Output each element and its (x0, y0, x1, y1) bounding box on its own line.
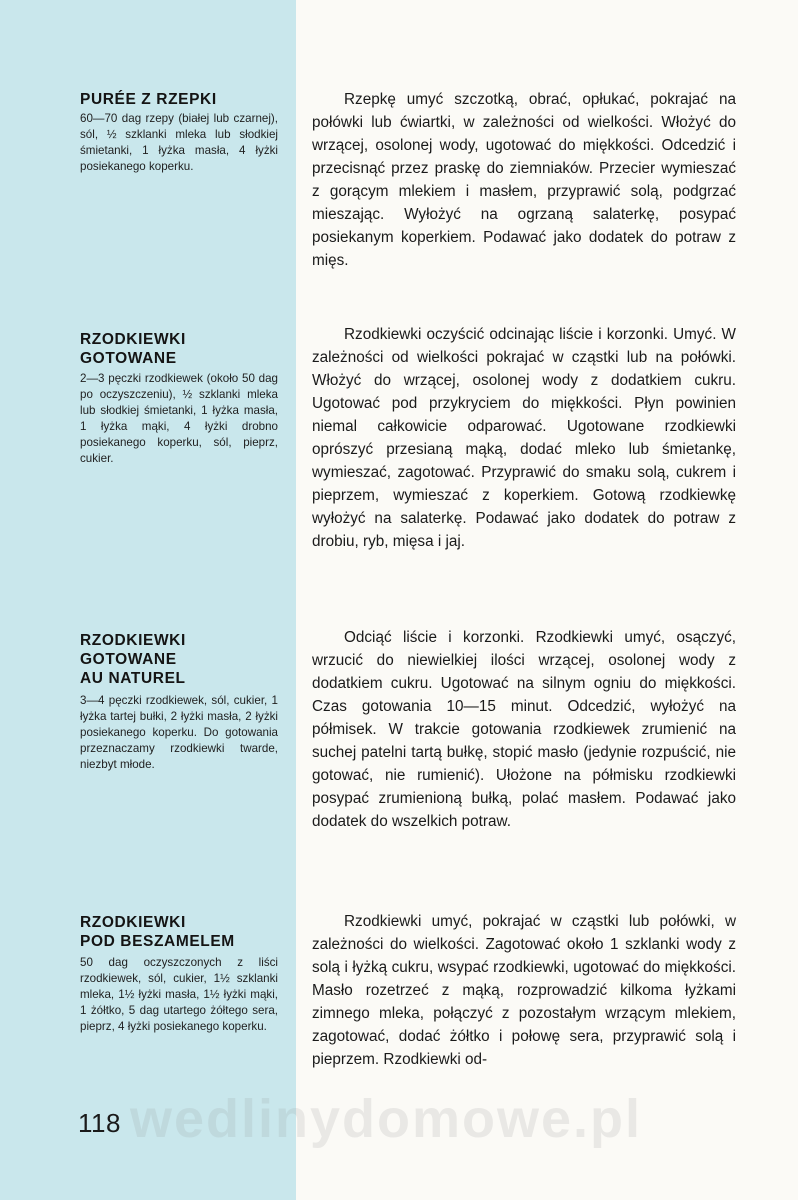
recipe-instructions-rzodkiewki-au-naturel: Odciąć liście i korzonki. Rzodkiewki umyć, osączyć, wrzucić do niewielkiej ilości wrzącej, osolonej wody z dodatkiem cukru. Ugotować na silnym ogniu do miękkości. Czas gotowania 10—15 minut. Odcedzić, wyłożyć na półmisek. W trakcie gotowania rzodkiewek zrumienić na suchej patelni tartą bułkę, stopić masło (jedynie rozpuścić, nie gotować, nie rumienić). Ułożone na półmisku rzodkiewki posypać zrumienioną bułką, polać masłem. Podawać jako dodatek do wszelkich potraw. (312, 629, 736, 830)
page-number: 118 (78, 1108, 121, 1138)
watermark: wedlinydomowe.pl (130, 1089, 643, 1149)
recipe-ingredients-puree-z-rzepki: 60—70 dag rzepy (białej lub czarnej), sól, ½ szklanki mleka lub słodkiej śmietanki, 1 łyżka masła, 4 łyżki posiekanego koperku. (80, 112, 278, 173)
recipe-instructions-rzodkiewki-gotowane: Rzodkiewki oczyścić odcinając liście i korzonki. Umyć. W zależności od wielkości pokrajać w cząstki lub na połówki. Włożyć do wrzącej, osolonej wody z dodatkiem cukru. Ugotować pod przykryciem do miękkości. Płyn powinien niemal całkowicie odparować. Ugotowane rzodkiewki oprószyć przesianą mąką, dodać mleko lub śmietankę, wymieszać, zagotować. Przyprawić do smaku solą, cukrem i pieprzem, wymieszać z koperkiem. Gotową rzodkiewkę wyłożyć na salaterkę. Podawać jako dodatek do potraw z drobiu, ryb, mięsa i jaj. (312, 326, 736, 550)
recipe-instructions-puree-z-rzepki: Rzepkę umyć szczotką, obrać, opłukać, pokrajać na połówki lub ćwiartki, w zależności od wielkości. Włożyć do wrzącej, osolonej wody, ugotować do miękkości. Odcedzić i przecisnąć przez praskę do ziemniaków. Przecier wymieszać z gorącym mlekiem i masłem, przyprawić solą, podgrzać mieszając. Wyłożyć na ogrzaną salaterkę, posypać posiekanym koperkiem. Podawać jako dodatek do potraw z mięs. (312, 91, 736, 269)
recipe-ingredients-rzodkiewki-au-naturel: 3—4 pęczki rzodkiewek, sól, cukier, 1 łyżka tartej bułki, 2 łyżki masła, 2 łyżki posiekanego koperku. Do gotowania przeznaczamy rzodkiewki twarde, niezbyt młode. (80, 694, 278, 771)
recipe-title-rzodkiewki-au-naturel: RZODKIEWKI GOTOWANE AU NATUREL (80, 632, 186, 687)
recipe-title-rzodkiewki-pod-beszamelem: RZODKIEWKI POD BESZAMELEM (80, 914, 235, 950)
recipe-ingredients-rzodkiewki-pod-beszamelem: 50 dag oczyszczonych z liści rzodkiewek, sól, cukier, 1½ szklanki mleka, 1½ łyżki masła, 1½ łyżki mąki, 1 żółtko, 5 dag utartego żółtego sera, pieprz, 4 łyżki posiekanego koperku. (80, 956, 278, 1033)
recipe-title-rzodkiewki-gotowane: RZODKIEWKI GOTOWANE (80, 331, 186, 367)
recipe-ingredients-rzodkiewki-gotowane: 2—3 pęczki rzodkiewek (około 50 dag po oczyszczeniu), ½ szklanki mleka lub słodkiej śmietanki, 1 łyżka masła, 1 łyżka mąki, 4 łyżki drobno posiekanego koperku, sól, pieprz, cukier. (80, 372, 278, 465)
recipe-instructions-rzodkiewki-pod-beszamelem: Rzodkiewki umyć, pokrajać w cząstki lub połówki, w zależności do wielkości. Zagotować około 1 szklanki wody z solą i łyżką cukru, wsypać rzodkiewki, ugotować do miękkości. Masło rozetrzeć z mąką, rozprowadzić kilkoma łyżkami zimnego mleka, połączyć z pozostałym wrzącym mlekiem, zagotować, dodać żółtko i połowę sera, przyprawić solą i pieprzem. Rzodkiewki od- (312, 913, 736, 1068)
recipe-title-puree-z-rzepki: PURÉE Z RZEPKI (80, 91, 217, 108)
